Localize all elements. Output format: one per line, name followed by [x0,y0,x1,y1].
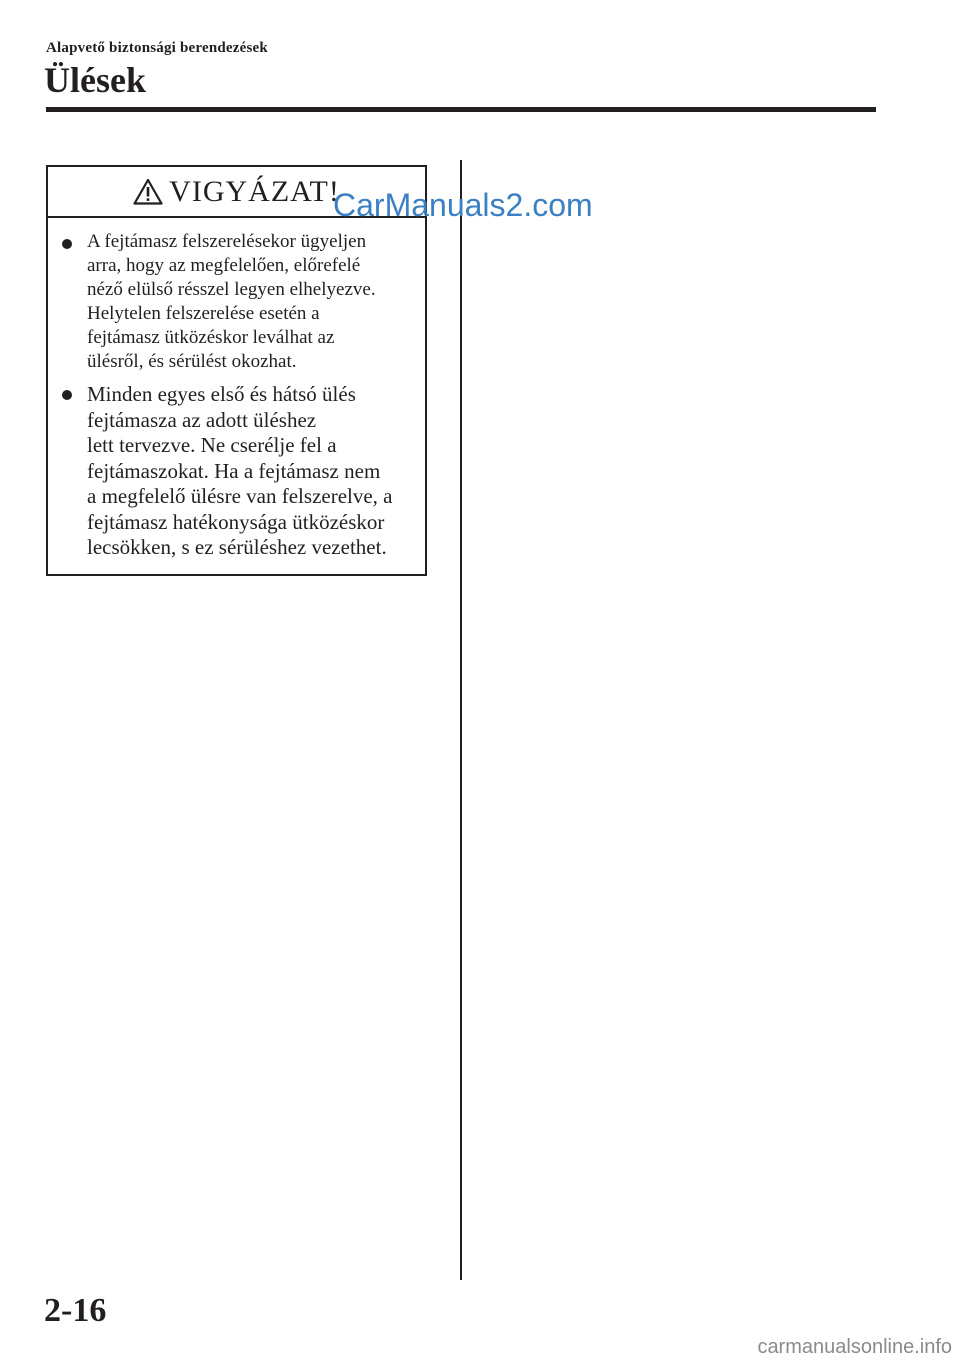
caution-title: VIGYÁZAT! [169,174,340,208]
heading-rule [46,107,876,112]
warning-triangle-icon [133,178,163,205]
bullet-line: néző elülső résszel legyen elhelyezve. [87,279,376,300]
bullet-line: arra, hogy az megfelelően, előrefelé [87,255,361,276]
bullet-dot-icon [62,239,72,249]
section-label: Alapvető biztonsági berendezések [46,40,268,56]
bullet-line: a megfelelő ülésre van felszerelve, a [87,484,393,508]
column-divider [460,160,462,1280]
caution-box [46,165,427,576]
bullet-line: ülésről, és sérülést okozhat. [87,351,297,372]
page-title: Ülések [44,60,146,100]
caution-bullet [60,382,413,561]
watermark: CarManuals2.com [333,187,593,223]
bullet-line: fejtámaszokat. Ha a fejtámasz nem [87,458,381,483]
bullet-line: lett tervezve. Ne cserélje fel a [87,433,337,457]
footer-watermark: carmanualsonline.info [757,1336,952,1358]
bullet-line: Helytelen felszerelése esetén a [87,303,320,324]
bullet-line: lecsökken, s ez sérüléshez vezethet. [87,535,387,559]
bullet-dot-icon [62,390,72,400]
bullet-line: A fejtámasz felszerelésekor ügyeljen [87,231,367,252]
bullet-line: fejtámasza az adott üléshez [87,407,317,432]
bullet-line: Minden egyes első és hátsó ülés [87,382,356,406]
caution-body [48,218,425,561]
bullet-line: fejtámasz ütközéskor leválhat az [87,327,335,348]
caution-bullet [60,230,413,374]
page-number: 2-16 [44,1292,107,1329]
bullet-line: fejtámasz hatékonysága ütközéskor [87,509,385,534]
